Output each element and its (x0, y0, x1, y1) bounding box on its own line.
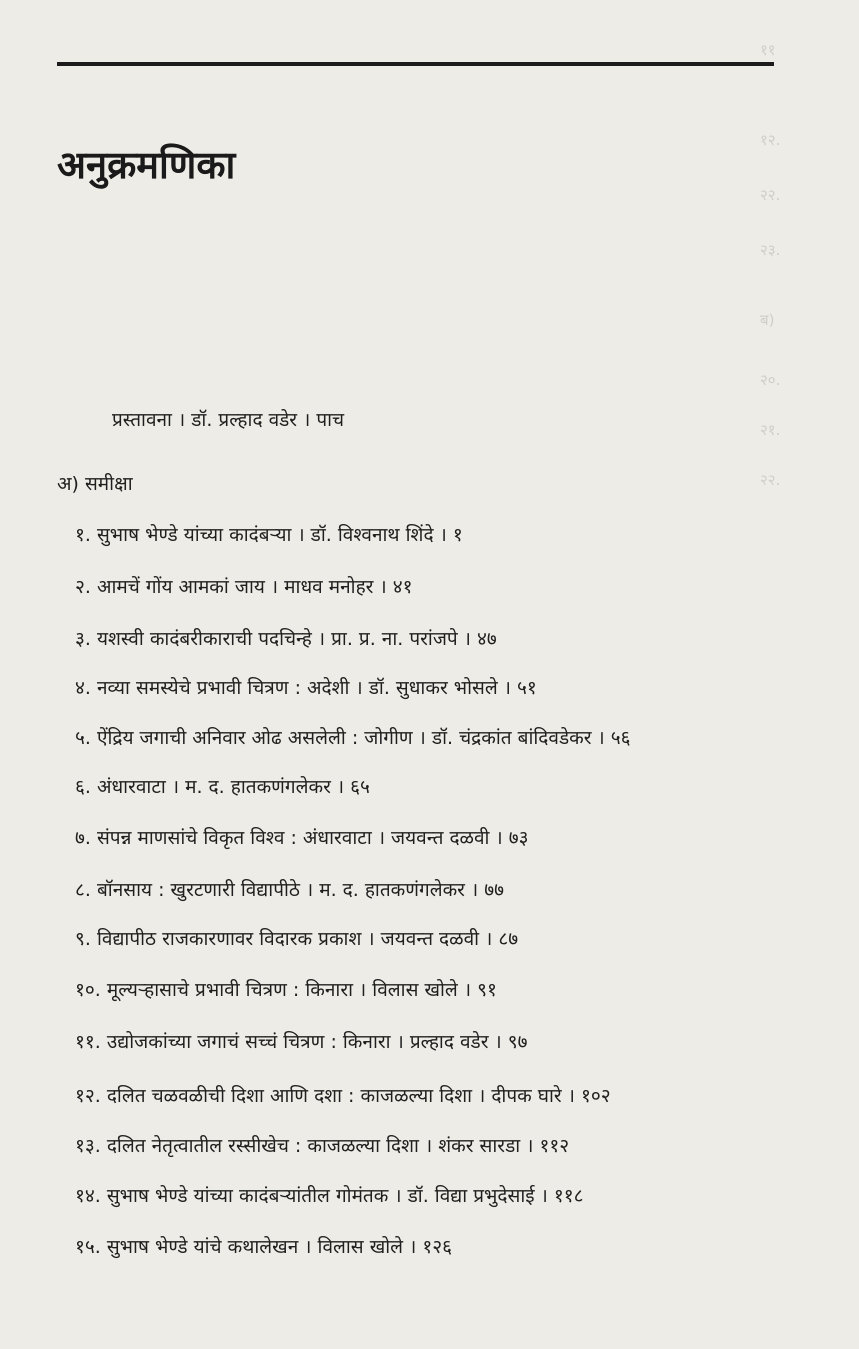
toc-entry: ५. ऐंद्रिय जगाची अनिवार ओढ असलेली : जोगीण । डॉ. चंद्रकांत बांदिवडेकर । ५६ (75, 727, 631, 749)
toc-entry: ११. उद्योजकांच्या जगाचं सच्चं चित्रण : किनारा । प्रल्हाद वडेर । ९७ (75, 1031, 528, 1053)
show-through-text: २०. (760, 371, 781, 389)
toc-entry: ९. विद्यापीठ राजकारणावर विदारक प्रकाश । जयवन्त दळवी । ८७ (75, 928, 519, 950)
show-through-text: १२. (760, 131, 781, 149)
header-rule (57, 62, 774, 66)
toc-entry: ६. अंधारवाटा । म. द. हातकणंगलेकर । ६५ (75, 776, 370, 798)
show-through-text: २२. (760, 471, 781, 489)
toc-entry: ८. बॉनसाय : खुरटणारी विद्यापीठे । म. द. हातकणंगलेकर । ७७ (75, 879, 504, 901)
show-through-text: ११ (760, 41, 776, 59)
show-through-text: ब) (760, 311, 775, 329)
toc-entry: ७. संपन्न माणसांचे विकृत विश्व : अंधारवाटा । जयवन्त दळवी । ७३ (75, 827, 529, 849)
toc-entry: १. सुभाष भेण्डे यांच्या कादंबऱ्या । डॉ. विश्वनाथ शिंदे । १ (75, 524, 463, 546)
toc-entry: १५. सुभाष भेण्डे यांचे कथालेखन । विलास खोले । १२६ (75, 1236, 452, 1258)
preface-entry: प्रस्तावना । डॉ. प्रल्हाद वडेर । पाच (112, 409, 345, 431)
toc-entry: ३. यशस्वी कादंबरीकाराची पदचिन्हे । प्रा. प्र. ना. परांजपे । ४७ (75, 628, 497, 650)
toc-entry: १३. दलित नेतृत्वातील रस्सीखेच : काजळल्या दिशा । शंकर सारडा । ११२ (75, 1135, 570, 1157)
section-heading: अ) समीक्षा (57, 473, 133, 495)
show-through-text: २२. (760, 186, 781, 204)
toc-entry: १२. दलित चळवळीची दिशा आणि दशा : काजळल्या दिशा । दीपक घारे । १०२ (75, 1085, 611, 1107)
show-through-text: २१. (760, 421, 781, 439)
toc-entry: ४. नव्या समस्येचे प्रभावी चित्रण : अदेशी । डॉ. सुधाकर भोसले । ५१ (75, 677, 537, 699)
toc-entry: १०. मूल्यऱ्हासाचे प्रभावी चित्रण : किनारा । विलास खोले । ९१ (75, 979, 497, 1001)
show-through-text: २३. (760, 241, 781, 259)
page-title: अनुक्रमणिका (57, 143, 236, 187)
toc-entry: २. आमचें गोंय आमकां जाय । माधव मनोहर । ४१ (75, 576, 413, 598)
toc-entry: १४. सुभाष भेण्डे यांच्या कादंबऱ्यांतील गोमंतक । डॉ. विद्या प्रभुदेसाई । ११८ (75, 1185, 584, 1207)
